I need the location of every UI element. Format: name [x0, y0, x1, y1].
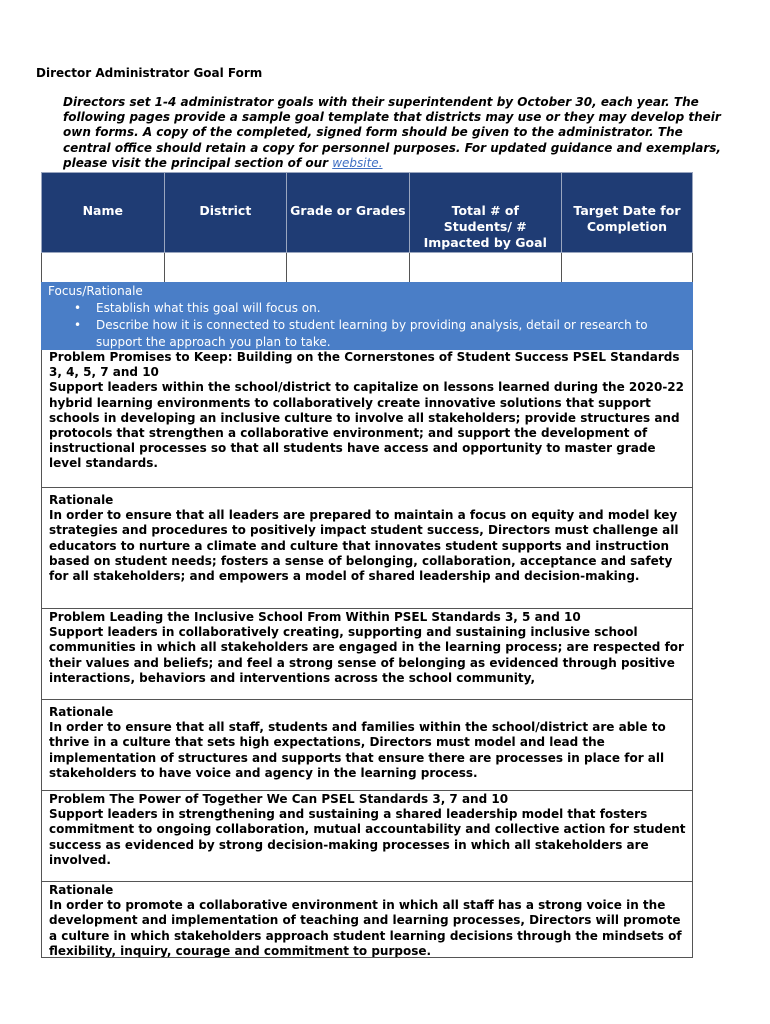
- block-heading: Problem Leading the Inclusive School From Within PSEL Standards 3, 5 and 10: [49, 610, 581, 624]
- problem-block: [41, 791, 693, 882]
- block-body: Support leaders within the school/district to capitalize on lessons learned during the 2020-22 hybrid learning environments to collaboratively create innovative solutions that support schools in developing an inclusive culture to involve all stakeholders; provide structures and protocols that strengthen a collaborative environment; and support the development of instructional processes so that all students have access and opportunity to master grade level standards.: [49, 380, 684, 471]
- problem-block: [41, 609, 693, 700]
- focus-heading: Focus/Rationale: [48, 284, 143, 298]
- focus-bullet: • Describe how it is connected to student learning by providing analysis, detail or research to support the approach you plan to take.: [96, 317, 693, 350]
- block-heading: Problem Promises to Keep: Building on the Cornerstones of Student Success PSEL Standards 3, 4, 5, 7 and 10: [49, 350, 680, 380]
- goal-blocks: [41, 350, 693, 958]
- rationale-block: [41, 700, 693, 791]
- block-heading: Rationale: [49, 705, 114, 719]
- block-heading: Rationale: [49, 883, 114, 897]
- block-heading: Problem The Power of Together We Can PSEL Standards 3, 7 and 10: [49, 792, 509, 806]
- problem-block: [41, 350, 693, 488]
- block-body: Support leaders in collaboratively creating, supporting and sustaining inclusive school communities in which all stakeholders are engaged in the learning process; are respected for their values and beliefs; and feel a strong sense of belonging as evidenced through positive interactions, behaviors and interventions across the school community,: [49, 625, 684, 685]
- intro-paragraph: [63, 95, 723, 171]
- block-body: In order to promote a collaborative environment in which all staff has a strong voice in the development and implementation of teaching and learning processes, Directors will promote a culture in which stakeholders approach student learning decisions through the mindsets of flexibility, inquiry, courage and commitment to purpose.: [49, 898, 682, 958]
- block-heading: Rationale: [49, 493, 114, 507]
- intro-text: Directors set 1-4 administrator goals with their superintendent by October 30, each year. The following pages provide a sample goal template that districts may use or they may develop their own forms. A copy of the completed, signed form should be given to the administrator. The central office should retain a copy for personnel purposes. For updated guidance and exemplars, please visit the principal section of our: [63, 95, 721, 170]
- header-name: Name: [42, 173, 165, 253]
- form-title: Director Administrator Goal Form: [36, 66, 263, 80]
- goal-header-table: [41, 172, 693, 289]
- header-district: District: [164, 173, 287, 253]
- header-total-students: Total # of Students/ # Impacted by Goal: [409, 173, 561, 253]
- block-body: Support leaders in strengthening and sustaining a shared leadership model that fosters commitment to ongoing collaboration, mutual accountability and collective action for student success as evidenced by strong decision-making processes in which all stakeholders are involved.: [49, 807, 686, 867]
- rationale-block: [41, 882, 693, 958]
- focus-bullet: • Establish what this goal will focus on.: [96, 300, 693, 317]
- header-target-date: Target Date for Completion: [561, 173, 692, 253]
- focus-rationale-box: [41, 282, 693, 350]
- rationale-block: [41, 488, 693, 609]
- focus-bullet-list: [48, 300, 693, 350]
- website-link[interactable]: website.: [332, 155, 383, 170]
- block-body: In order to ensure that all leaders are prepared to maintain a focus on equity and model key strategies and procedures to positively impact student success, Directors must challenge all educators to nurture a climate and culture that innovates student supports and instruction based on student needs; fosters a sense of belonging, collaboration, acceptance and safety for all stakeholders; and empowers a model of shared leadership and decision-making.: [49, 508, 679, 584]
- block-body: In order to ensure that all staff, students and families within the school/district are able to thrive in a culture that sets high expectations, Directors must model and lead the implementation of structures and supports that ensure there are processes in place for all stakeholders to have voice and agency in the learning process.: [49, 720, 666, 780]
- header-grades: Grade or Grades: [287, 173, 409, 253]
